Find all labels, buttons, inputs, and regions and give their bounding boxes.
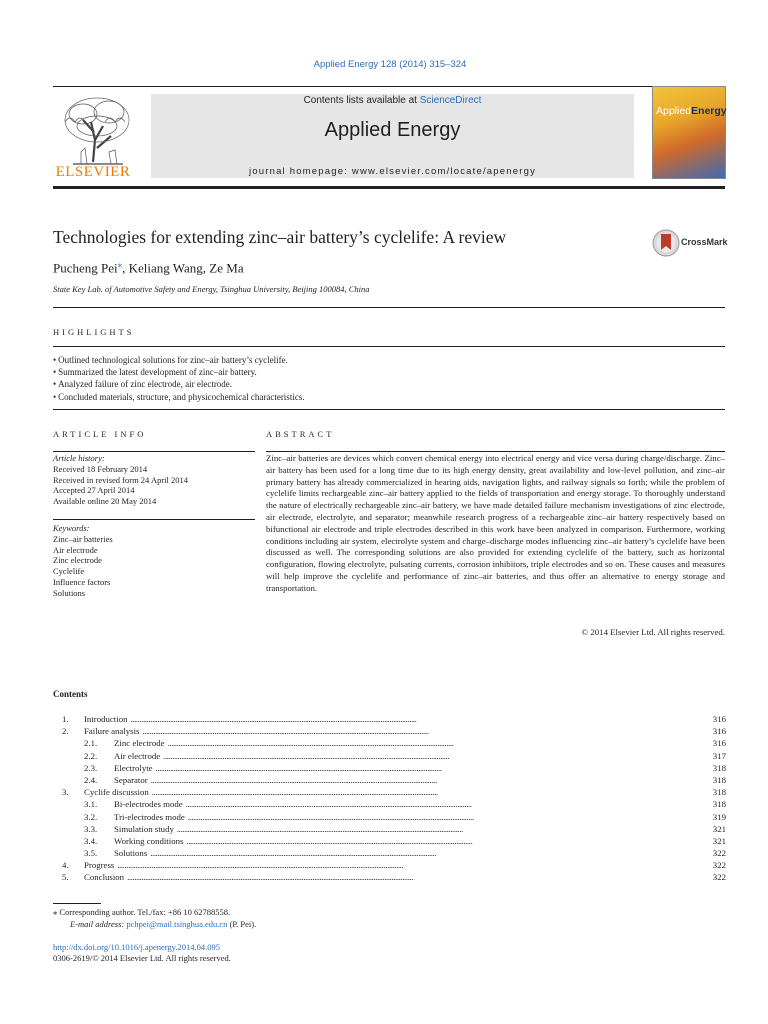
toc-leader-dots	[177, 824, 710, 834]
toc-leader-dots	[186, 799, 710, 809]
keyword: Cyclelife	[53, 566, 85, 577]
toc-entry[interactable]	[62, 726, 726, 738]
highlights-heading: HIGHLIGHTS	[53, 327, 135, 337]
abstract-heading: ABSTRACT	[266, 429, 335, 439]
other-authors[interactable]: , Keliang Wang, Ze Ma	[122, 260, 244, 276]
toc-leader-dots	[186, 836, 709, 846]
highlight-item: • Concluded materials, structure, and physicochemical characteristics.	[53, 391, 305, 403]
highlight-item: • Summarized the latest development of zinc–air battery.	[53, 366, 305, 378]
header-bottom-rule	[53, 186, 725, 189]
table-of-contents	[62, 714, 726, 885]
toc-number: 1.	[62, 714, 69, 724]
toc-entry[interactable]	[62, 812, 726, 824]
contents-prefix: Contents lists available at	[303, 95, 420, 106]
keyword: Zinc electrode	[53, 555, 102, 566]
toc-page: 322	[712, 860, 726, 871]
toc-page: 318	[712, 762, 726, 773]
toc-number: 3.1.	[84, 799, 98, 810]
cover-title-applied: Applied	[656, 105, 692, 117]
toc-entry[interactable]	[62, 787, 726, 799]
toc-title: Failure analysis	[84, 726, 140, 737]
toc-leader-dots	[168, 738, 710, 748]
toc-title: Introduction	[84, 714, 128, 724]
toc-title: Working conditions	[114, 835, 184, 846]
keywords	[53, 523, 253, 599]
email-link[interactable]: pchpei@mail.tsinghua.edu.cn	[126, 919, 228, 929]
toc-title: Separator	[114, 774, 148, 785]
affiliation: State Key Lab. of Automotive Safety and Energy, Tsinghua University, Beijing 100084, China	[53, 284, 370, 294]
toc-number: 2.4.	[84, 774, 98, 785]
toc-leader-dots	[188, 812, 710, 822]
toc-title: Cyclife discussion	[84, 787, 149, 798]
toc-entry[interactable]	[62, 824, 726, 836]
toc-number: 2.	[62, 726, 69, 737]
toc-page: 321	[712, 835, 726, 846]
toc-leader-dots	[117, 860, 709, 870]
toc-entry[interactable]	[62, 775, 726, 787]
history-online: Available online 20 May 2014	[53, 496, 157, 507]
article-info-heading: ARTICLE INFO	[53, 429, 147, 439]
toc-number: 3.3.	[84, 823, 98, 834]
toc-page: 319	[712, 811, 726, 822]
article-info-rule	[53, 451, 255, 452]
toc-entry[interactable]	[62, 860, 726, 872]
toc-leader-dots	[127, 872, 710, 882]
journal-homepage[interactable]: journal homepage: www.elsevier.com/locate/apenergy	[248, 166, 537, 177]
toc-leader-dots	[131, 714, 710, 724]
contents-heading: Contents	[53, 689, 88, 699]
history-label: Article history:	[53, 453, 105, 463]
crossmark-icon	[652, 228, 680, 258]
toc-entry[interactable]	[62, 848, 726, 860]
abstract-body: Zinc–air batteries are devices which convert chemical energy into electrical energy and vice versa during charge/discharge. Zinc–air battery has been used for a long time due to its high energy density, great availability and low-level pollution, and zinc–air primary battery has already commercialized in hearing aids, navigation lights, and railway signals so forth; while the problem of cyclelife limits rechargeable zinc–air battery applied to the fields of transportation and energy storage. To thoroughly understand the nature of electrically rechargeable zinc–air battery, we have made detailed failure mechanism investigations of zinc electrode, air electrode, electrolyte, and separator; meanwhile research progress of a rechargeable zinc–air battery respectively based on bifunctional air electrode and triple electrodes described in this work have been analyzed in comparison. Furthermore, working conditions including air system, electrolyte system and charge–discharge modes influencing zinc–air battery’s cyclelife have been discussed as well. The corresponding solutions are also provided for extending cyclelife of the battery, such as horizontal configuration, flowing electrolyte, pulsating currents, corrosion inhibitors, triple electrodes and so on. These causes and measures will help improve the cyclelife and performance of zinc–air batteries, and thus offer an alternative to energy storage and transportation.	[266, 453, 725, 593]
contents-availability	[151, 95, 634, 106]
highlights-list	[53, 354, 305, 403]
keywords-rule	[53, 519, 255, 520]
issn-copyright: 0306-2619/© 2014 Elsevier Ltd. All rights reserved.	[53, 953, 231, 963]
highlights-top-rule	[53, 307, 725, 308]
article-history	[53, 453, 253, 507]
toc-page: 318	[712, 787, 726, 798]
toc-entry[interactable]	[62, 714, 726, 726]
email-label: E-mail address:	[70, 919, 127, 929]
toc-title: Progress	[84, 860, 115, 871]
highlight-item: • Outlined technological solutions for zinc–air battery’s cyclelife.	[53, 354, 305, 366]
author-pei[interactable]: Pucheng Pei	[53, 260, 118, 276]
toc-entry[interactable]	[62, 799, 726, 811]
crossmark-badge[interactable]	[652, 228, 732, 258]
toc-title: Solutions	[114, 848, 148, 859]
toc-number: 3.	[62, 787, 69, 798]
toc-leader-dots	[152, 787, 710, 797]
toc-page: 318	[712, 799, 726, 810]
toc-page: 317	[712, 750, 726, 761]
toc-number: 4.	[62, 860, 69, 871]
toc-page: 322	[712, 848, 726, 859]
keyword: Zinc–air batteries	[53, 533, 113, 544]
history-revised: Received in revised form 24 April 2014	[53, 474, 189, 485]
cover-title	[656, 105, 727, 117]
keywords-label: Keywords:	[53, 523, 90, 533]
corresponding-mark[interactable]: ⁎	[117, 259, 123, 269]
keyword: Influence factors	[53, 576, 111, 587]
journal-cover-image	[652, 86, 726, 179]
toc-title: Bi-electrodes mode	[114, 799, 183, 810]
email-note	[70, 919, 256, 930]
crossmark-label: CrossMark	[681, 237, 728, 247]
toc-leader-dots	[150, 848, 710, 858]
toc-number: 5.	[62, 872, 69, 883]
toc-page: 322	[712, 872, 726, 883]
authors	[53, 259, 244, 276]
toc-leader-dots	[156, 763, 710, 773]
history-accepted: Accepted 27 April 2014	[53, 485, 135, 496]
toc-number: 3.5.	[84, 848, 98, 859]
publisher-name: ELSEVIER	[55, 164, 131, 180]
corresponding-author-note: ⁎ Corresponding author. Tel./fax: +86 10 62788558.	[53, 907, 231, 917]
toc-entry[interactable]	[62, 872, 726, 884]
journal-title: Applied Energy	[324, 119, 461, 141]
sciencedirect-link[interactable]: ScienceDirect	[419, 95, 482, 106]
toc-leader-dots	[163, 751, 710, 761]
highlight-item: • Analyzed failure of zinc electrode, air electrode.	[53, 378, 305, 390]
abstract-copyright: © 2014 Elsevier Ltd. All rights reserved.	[581, 627, 725, 637]
toc-entry[interactable]	[62, 738, 726, 750]
toc-leader-dots	[151, 775, 710, 785]
toc-page: 316	[712, 726, 726, 737]
toc-entry[interactable]	[62, 751, 726, 763]
highlights-mid-rule	[53, 346, 725, 347]
toc-title: Tri-electrodes mode	[114, 811, 185, 822]
toc-number: 2.2.	[84, 750, 98, 761]
toc-number: 3.4.	[84, 835, 98, 846]
keyword: Air electrode	[53, 544, 98, 555]
toc-number: 2.3.	[84, 762, 98, 773]
email-suffix: (P. Pei).	[227, 919, 257, 929]
toc-entry[interactable]	[62, 836, 726, 848]
toc-number: 2.1.	[84, 738, 98, 749]
toc-page: 321	[712, 823, 726, 834]
toc-title: Conclusion	[84, 872, 125, 883]
footnote-rule	[53, 903, 101, 904]
cover-title-energy: Energy	[691, 105, 727, 117]
toc-page: 318	[712, 774, 726, 785]
toc-leader-dots	[142, 726, 709, 736]
toc-title: Air electrode	[114, 750, 161, 761]
doi-link[interactable]: http://dx.doi.org/10.1016/j.apenergy.2014.04.095	[53, 942, 220, 952]
history-received: Received 18 February 2014	[53, 463, 148, 474]
abstract-rule	[266, 451, 725, 452]
paper-title: Technologies for extending zinc–air battery’s cyclelife: A review	[53, 227, 507, 247]
toc-title: Simulation study	[114, 823, 174, 834]
journal-citation[interactable]: Applied Energy 128 (2014) 315–324	[313, 59, 467, 70]
header-top-rule	[53, 86, 725, 87]
toc-number: 3.2.	[84, 811, 98, 822]
highlights-bottom-rule	[53, 409, 725, 410]
toc-page: 316	[712, 714, 726, 724]
toc-title: Electrolyte	[114, 762, 153, 773]
keyword: Solutions	[53, 587, 86, 598]
toc-title: Zinc electrode	[114, 738, 165, 749]
toc-entry[interactable]	[62, 763, 726, 775]
toc-page: 316	[712, 738, 726, 749]
